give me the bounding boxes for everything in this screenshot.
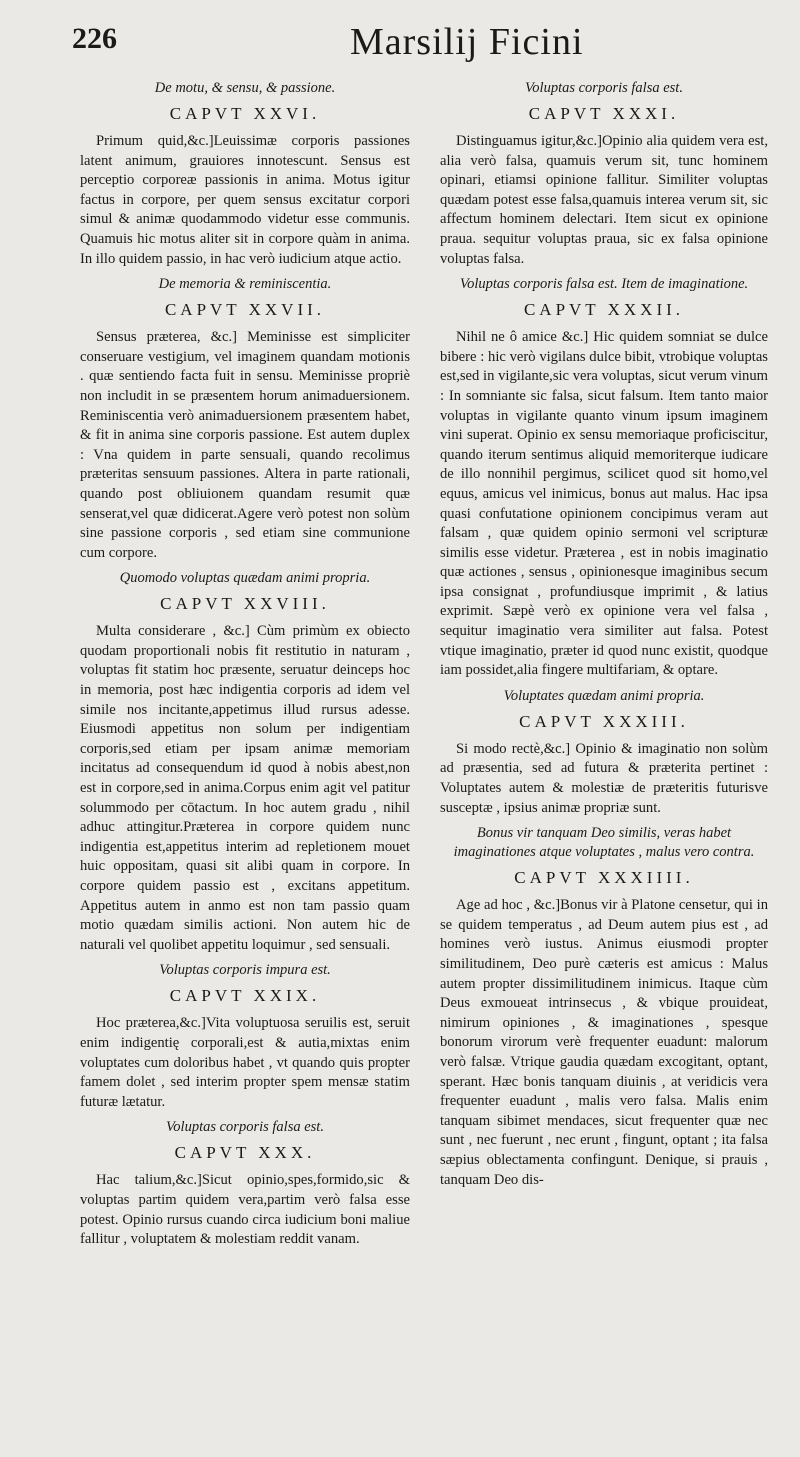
running-title: Marsilij Ficini: [350, 21, 584, 63]
section-subtitle: Voluptas corporis falsa est.: [166, 1119, 324, 1136]
chapter-heading: CAPVT XXX.: [174, 1143, 316, 1163]
section-subtitle: Voluptas corporis impura est.: [159, 962, 331, 979]
page-header: [0, 0, 800, 70]
section-caput-29: [80, 961, 410, 1112]
section-caput-34: [440, 824, 768, 1190]
chapter-heading: CAPVT XXXI.: [528, 104, 680, 123]
section-subtitle: Voluptates quædam animi propria.: [503, 687, 705, 704]
chapter-heading: CAPVT XXVI.: [169, 104, 321, 123]
section-caput-26: [80, 79, 410, 269]
chapter-heading: CAPVT XXIX.: [169, 986, 321, 1006]
section-subtitle: Voluptas corporis falsa est. Item de imaginatione.: [459, 276, 749, 293]
section-caput-31: [440, 79, 768, 269]
chapter-heading: CAPVT XXVIII.: [160, 594, 330, 614]
section-subtitle: Voluptas corporis falsa est.: [525, 80, 683, 96]
section-subtitle: Bonus vir tanquam Deo similis, veras habet imaginationes atque voluptates , malus vero contra.: [453, 825, 755, 861]
chapter-heading: CAPVT XXXII.: [523, 300, 685, 320]
chapter-text: Hac talium,&c.]Sicut opinio,spes,formido,sic & voluptas partim quidem vera,partim verò falsa esse potest. Opinio rursus cuando circa iudicium boni maliue fallitur , voluptatem & molestiam reddit vanam.: [80, 1172, 410, 1248]
section-subtitle: De memoria & reminiscentia.: [158, 276, 332, 293]
chapter-text: Sensus præterea, &c.] Meminisse est simpliciter conseruare vestigium, vel imaginem quandam motionis . quæ sentiendo facta fuit in sensu. Meminisse propriè non includit in se præsentem horum animaduersionem. Reminiscentia verò animaduersionem præsentem habet, & fit in anima sine corporis passione. Est autem duplex : Vna quidem in parte sensuali, quando recolimus præteritas sensuum passiones. Altera in parte rationali, quando post obliuionem quandam resumit quæ senserat,vel quæ didicerat.Agere verò potest non solùm sine passione corporis , sed etiam sine communione cum corpore.: [80, 329, 410, 561]
chapter-text: Nihil ne ô amice &c.] Hic quidem somniat se dulce bibere : hic verò vigilans dulce bibit, vtrobique voluptas est,sed in vigilante,sic vera voluptas, sicut verum vinum : In somniante sic falsa, sicut falsum. Item tanto maior voluptas in vigilante quanto vinum ipsum imaginem vini superat. Opinio ex sensu memoriaque proficiscitur, quando iterum sentimus aliquid memoriterque iudicare de illo nonnihil pergimus, scilicet quod sit homo,vel equus, amicus vel inimicus, bonus aut malus. Hac ipsa quasi confutatione opinionem concipimus veram aut falsam , quæ quidem opinio sermoni vel scripturæ similis esse videtur. Præterea , est in nobis imaginatio quæ actiones , sensus , opinionesque imaginibus secum ipsa consignat , profundiusque imprimit , & latius exprimit. Sæpè verò ex opinione vera vel falsa , sequitur imaginatio vera similiter aut falsa. Potest vtique imaginatio, præter id quod nunc existit, quodque iam possidet,alia fingere multifariam, & optare.: [440, 329, 768, 679]
section-caput-30: [80, 1118, 410, 1249]
chapter-text: Multa considerare , &c.] Cùm primùm ex obiecto quodam proportionali nobis fit restitutio in naturam , voluptas fit statim hoc præsente, seruatur deinceps hoc in memoria, post hæc indigentia corporis ad idem vel simile nos incitante,appetimus illud rursus adesse. Eiusmodi appetitus non solum per indigentiam corporis,sed etiam per ipsam animæ memoriam incitatus ad consequendum id quod à nobis abest,non est in corpore,sed in anima.Corpus enim agit vel patitur solummodo per cōtactum. In hoc autem gradu , nihil adhuc attingitur.Præterea in corpore quidem nunc indigentia est,appetitus interim ad repletionem mouet huic oppositam, quasi sit alibi quam in corpore. In corpore quidem passio est , excitans appetitum. Appetitus autem in anmo est non tam passio quam motio quædam similis actioni. Non autem hic de naturali vel quolibet appetitu loquimur , sed sensuali.: [80, 623, 410, 953]
section-caput-28: [80, 569, 410, 955]
right-column: [440, 76, 768, 1196]
chapter-heading: CAPVT XXXIIII.: [514, 868, 694, 888]
chapter-text: Age ad hoc , &c.]Bonus vir à Platone censetur, qui in se quidem temperatus , ad Deum autem pius est , ad homines verò iustus. Animus eiusmodi propter similitudinem, Deo purè cæteris est amicus : Malus autem propter dissimilitudinem inimicus. Itaque cùm Deus exmoueat intrinsecus , & vbique prouideat, nimirum opiniones , & imaginationes , spesque bonorum virorum verè frequenter euadunt: malorum verò falsæ. Vtrique gaudia quædam excogitant, optant, sperant. Hæc bonis tanquam diuinis , at veridicis vera frequenter euadunt , malis vero falsa. Malis enim tanquam sibimet mendaces, sicut frequenter quæ nec sunt , nec fuerunt , nec erunt , fingunt, optant ; ita falsa sæpius oblectamenta confingunt. Denique, si prauis , tanquam Deo dis-: [440, 897, 768, 1188]
section-caput-33: [440, 687, 768, 818]
section-caput-32: [440, 275, 768, 681]
chapter-text: Si modo rectè,&c.] Opinio & imaginatio non solùm ad præsentia, sed ad futura & præterita pertinet : Voluptates autem & molestiæ de præteritis futurisve susceptæ , ipsius animæ propriæ sunt.: [440, 740, 768, 816]
section-subtitle: Quomodo voluptas quædam animi propria.: [119, 570, 371, 587]
chapter-text: Primum quid,&c.]Leuissimæ corporis passiones latent animum, grauiores innotescunt. Sensus est perceptio corporeæ passionis in anima. Motus igitur factus in corpore, per quem sensus excitatur corpori simul & animæ quodammodo videtur esse communis. Quamuis hic motus aliter sit in corpore quàm in anima. In illo quidem passio, in hac verò iudicium atque actio.: [80, 133, 410, 267]
chapter-text: Hoc præterea,&c.]Vita voluptuosa seruilis est, seruit enim indigentię corporali,est & autia,mixtas enim voluptates cum doloribus habet , vt quando quis propter famem dolet , sed interim propter spem mensæ statim futuræ lætatur.: [80, 1015, 410, 1110]
left-column: [80, 76, 410, 1256]
chapter-text: Distinguamus igitur,&c.]Opinio alia quidem vera est, alia verò falsa, quamuis verum sit, tunc hominem opinari, etiamsi opinione fallitur. Similiter voluptas quædam potest esse falsa,quamuis interea verum sit, sic affectum hominem delectari. Item sicut ex opinione praua. sequitur voluptas praua, sic ex falsa opinione voluptas falsa.: [440, 133, 768, 267]
page-number: 226: [72, 22, 117, 55]
chapter-heading: CAPVT XXVII.: [164, 300, 326, 320]
section-caput-27: [80, 275, 410, 563]
chapter-heading: CAPVT XXXIII.: [519, 711, 689, 731]
section-subtitle: De motu, & sensu, & passione.: [154, 80, 336, 96]
